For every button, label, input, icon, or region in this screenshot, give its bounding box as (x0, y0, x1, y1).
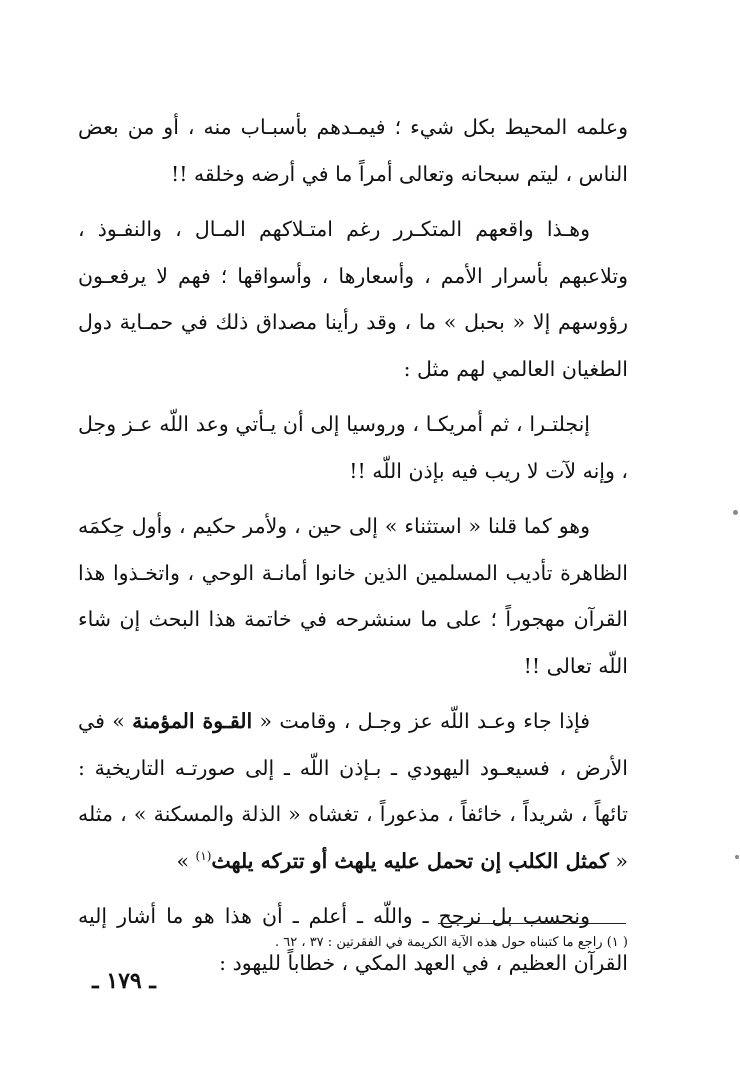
scan-speck (735, 855, 739, 859)
paragraph-4: وهو كما قلنا « استثناء » إلى حين ، ولأمر حكيم ، وأول حِكمَه الظاهرة تأديب المسلمين الذين خانوا أمانـة الوحي ، واتخـذوا هذا القرآن مهجوراً ؛ على ما سنشرحه في خاتمة هذا البحث إن شاء اللّه تعالى !! (78, 514, 628, 678)
emphasis-quran-quote: كمثل الكلب إن تحمل عليه يلهث أو تتركه يلهث (211, 848, 609, 873)
footnote: ( ١) راجع ما كتبناه حول هذه الآية الكريمة في الفقرتين : ٣٧ ، ٦٢ . (275, 935, 628, 950)
paragraph-6: ونحسب بل نرجح ـ واللّه ـ أعلم ـ أن هذا هو ما أشار إليه القرآن العظيم ، في العهد المكي ، خطاباً لليهود : (78, 904, 628, 975)
scan-speck (733, 510, 738, 515)
page-number: ـ ١٧٩ ـ (92, 968, 156, 994)
emphasis-strong-force: القـوة المؤمنة (132, 709, 253, 733)
paragraph-2: وهـذا واقعهم المتكـرر رغم امتـلاكهم المـال ، والنفـوذ ، وتلاعبهم بأسرار الأمم ، وأسعارها ، وأسواقها ؛ فهم لا يرفعـون رؤوسهم إلا « بحبل » ما ، وقد رأينا مصداق ذلك في حمـاية دول الطغيان العالمي لهم مثل : (78, 217, 628, 381)
paragraph-1: وعلمه المحيط بكل شيء ؛ فيمـدهم بأسبـاب منه ، أو من بعض الناس ، ليتم سبحانه وتعالى أمراً ما في أرضه وخلقه !! (78, 115, 628, 186)
paragraph-5-part2: » في الأرض ، فسيعـود اليهودي ـ بـإذن اللّه ـ إلى صورتـه التاريخية : تائهاً ، شريداً ، خائفاً ، مذعوراً ، تغشاه « الذلة والمسكنة » ، مثله « (78, 709, 628, 873)
paragraph-5 (78, 698, 628, 884)
paragraph-5-part3: » (176, 848, 196, 873)
paragraph-3: إنجلتـرا ، ثم أمريكـا ، وروسيا إلى أن يـأتي وعد اللّه عـز وجل ، وإنه لآت لا ريب فيه بإذن اللّه !! (78, 412, 628, 483)
body-text (78, 104, 628, 995)
paragraph-5-part1: فإذا جاء وعـد اللّه عز وجـل ، وقامت « (252, 709, 591, 733)
footnote-reference: (١) (195, 848, 212, 863)
footnote-divider (438, 923, 626, 924)
